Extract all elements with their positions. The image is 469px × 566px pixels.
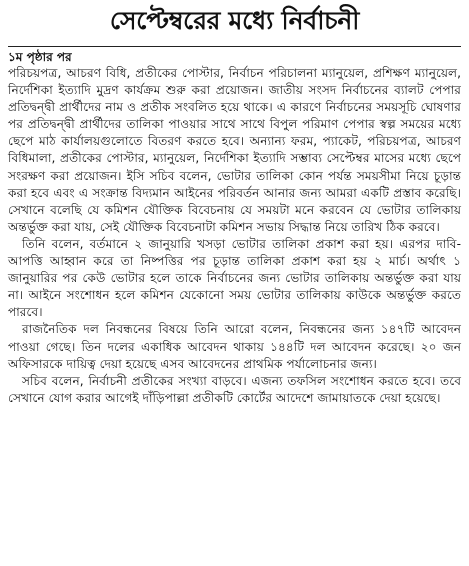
continued-from-label: ১ম পৃষ্ঠার পর	[8, 50, 72, 64]
paragraph-4: সচিব বলেন, নির্বাচনী প্রতীকের সংখ্যা বাড়বে। এজন্য তফসিল সংশোধন করতে হবে। তবে সেখানে যোগ করার আগেই দাঁড়িপাল্লা প্রতীকটি কোর্টের আদেশে জামায়াতকে দেয়া হয়েছে।	[8, 373, 461, 405]
article-body	[8, 65, 461, 407]
paragraph-1: পরিচয়পত্র, আচরণ বিধি, প্রতীকের পোস্টার, নির্বাচন পরিচালনা ম্যানুয়েল, প্রশিক্ষণ ম্যানুয়েল, নির্দেশিকা ইত্যাদি মুদ্রণ কার্যক্রম শুরু করা প্রয়োজন। জাতীয় সংসদ নির্বাচনের ব্যালট পেপার প্রতিদ্বন্দ্বী প্রার্থীদের নাম ও প্রতীক সংবলিত হয়ে থাকে। এ কারণে নির্বাচনের সময়সূচি ঘোষণার পর প্রতিদ্বন্দ্বী প্রার্থীদের তালিকা পাওয়ার সাথে সাথে বিপুল পরিমাণ পেপার স্বল্প সময়ের মধ্যে ছেপে মাঠ কার্যালয়গুলোতে বিতরণ করতে হবে। অন্যান্য ফরম, প্যাকেট, পরিচয়পত্র, আচরণ বিধিমালা, প্রতীকের পোস্টার, ম্যানুয়েল, নির্দেশিকা ইত্যাদি সম্ভাব্য সেপ্টেম্বর মাসের মধ্যে ছেপে সংরক্ষণ করা প্রয়োজন। ইসি সচিব বলেন, ভোটার তালিকা কোন পর্যন্ত সময়সীমা নিয়ে চূড়ান্ত করা হবে এবং এ সংক্রান্ত বিদ্যমান আইনের পরিবর্তন আনার জন্য আমরা একটি প্রস্তাব করেছি। সেখানে বলেছি যে কমিশন যৌক্তিক বিবেচনায় যে সময়টা মনে করবেন যে ভোটার তালিকায় অন্তর্ভুক্ত করা যায়, সেই যৌক্তিক বিবেচনাটা কমিশন সভায় সিদ্ধান্ত নিয়ে তারিখ ঠিক করবে।	[8, 66, 461, 234]
headline-divider	[8, 46, 461, 47]
paragraph-2: তিনি বলেন, বর্তমানে ২ জানুয়ারি খসড়া ভোটার তালিকা প্রকাশ করা হয়। এরপর দাবি-আপত্তি আহ্বান করে তা নিষ্পত্তির পর চূড়ান্ত তালিকা প্রকাশ করা হয় ২ মার্চ। অর্থাৎ ১ জানুয়ারির পর কেউ ভোটার হলে তাকে নির্বাচনের জন্য ভোটার তালিকায় অন্তর্ভুক্ত করা যায় না। আইনে সংশোধন হলে কমিশন যেকোনো সময় ভোটার তালিকায় কাউকে অন্তর্ভুক্ত করতে পারবে।	[8, 236, 461, 320]
paragraph-3: রাজনৈতিক দল নিবন্ধনের বিষয়ে তিনি আরো বলেন, নিবন্ধনের জন্য ১৪৭টি আবেদন পাওয়া গেছে। তিন দলের একাধিক আবেদন থাকায় ১৪৪টি দল আবেদন করেছে। ২০ জন অফিসারকে দায়িত্ব দেয়া হয়েছে এসব আবেদনের প্রাথমিক পর্যালোচনার জন্য।	[8, 322, 461, 371]
article-headline: সেপ্টেম্বরের মধ্যে নির্বাচনী	[109, 6, 360, 35]
